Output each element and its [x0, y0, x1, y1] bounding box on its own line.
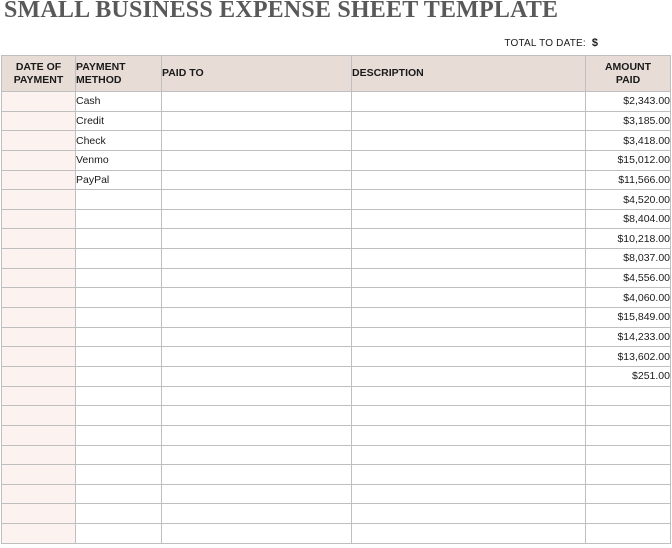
paid-to-cell[interactable] — [162, 425, 352, 445]
payment-method-cell[interactable]: Cash — [76, 92, 162, 112]
table-row — [2, 111, 671, 131]
date-of-payment-cell[interactable] — [2, 111, 76, 131]
payment-method-cell[interactable] — [76, 425, 162, 445]
date-of-payment-cell[interactable] — [2, 425, 76, 445]
date-of-payment-cell[interactable] — [2, 308, 76, 328]
date-of-payment-cell[interactable] — [2, 504, 76, 524]
table-row — [2, 347, 671, 367]
table-row — [2, 445, 671, 465]
total-to-date-value[interactable]: $ — [591, 37, 598, 49]
amount-paid-cell[interactable] — [586, 445, 671, 465]
column-header-paid-to: PAID TO — [162, 56, 352, 92]
description-cell[interactable] — [352, 504, 586, 524]
date-of-payment-cell[interactable] — [2, 327, 76, 347]
description-cell[interactable] — [352, 131, 586, 151]
table-row — [2, 524, 671, 544]
description-cell[interactable] — [352, 229, 586, 249]
date-of-payment-cell[interactable] — [2, 386, 76, 406]
total-to-date — [504, 37, 598, 49]
paid-to-cell[interactable] — [162, 406, 352, 426]
table-row — [2, 190, 671, 210]
column-header-payment-method: PAYMENT METHOD — [76, 56, 162, 92]
payment-method-cell[interactable] — [76, 484, 162, 504]
date-of-payment-cell[interactable] — [2, 170, 76, 190]
amount-paid-cell[interactable]: $15,849.00 — [586, 308, 671, 328]
expense-table-body — [2, 92, 671, 544]
paid-to-cell[interactable] — [162, 484, 352, 504]
description-cell[interactable] — [352, 327, 586, 347]
table-row — [2, 504, 671, 524]
amount-paid-cell[interactable] — [586, 406, 671, 426]
amount-paid-cell[interactable] — [586, 386, 671, 406]
description-cell[interactable] — [352, 347, 586, 367]
payment-method-cell[interactable]: Check — [76, 131, 162, 151]
table-row — [2, 288, 671, 308]
payment-method-cell[interactable] — [76, 288, 162, 308]
paid-to-cell[interactable] — [162, 386, 352, 406]
column-header-amount-paid: AMOUNT PAID — [586, 56, 671, 92]
date-of-payment-cell[interactable] — [2, 229, 76, 249]
description-cell[interactable] — [352, 406, 586, 426]
amount-paid-cell[interactable]: $4,060.00 — [586, 288, 671, 308]
page-title: SMALL BUSINESS EXPENSE SHEET TEMPLATE — [4, 0, 559, 23]
amount-paid-cell[interactable]: $10,218.00 — [586, 229, 671, 249]
payment-method-cell[interactable]: PayPal — [76, 170, 162, 190]
payment-method-cell[interactable] — [76, 209, 162, 229]
date-of-payment-cell[interactable] — [2, 249, 76, 269]
paid-to-cell[interactable] — [162, 131, 352, 151]
description-cell[interactable] — [352, 249, 586, 269]
amount-paid-cell[interactable]: $4,520.00 — [586, 190, 671, 210]
amount-paid-cell[interactable] — [586, 465, 671, 485]
column-header-description: DESCRIPTION — [352, 56, 586, 92]
date-of-payment-cell[interactable] — [2, 406, 76, 426]
amount-paid-cell[interactable]: $3,185.00 — [586, 111, 671, 131]
date-of-payment-cell[interactable] — [2, 465, 76, 485]
amount-paid-cell[interactable]: $14,233.00 — [586, 327, 671, 347]
paid-to-cell[interactable] — [162, 504, 352, 524]
payment-method-cell[interactable] — [76, 524, 162, 544]
table-row — [2, 386, 671, 406]
column-header-date-of-payment: DATE OF PAYMENT — [2, 56, 76, 92]
paid-to-cell[interactable] — [162, 170, 352, 190]
description-cell[interactable] — [352, 366, 586, 386]
payment-method-cell[interactable] — [76, 465, 162, 485]
date-of-payment-cell[interactable] — [2, 268, 76, 288]
date-of-payment-cell[interactable] — [2, 366, 76, 386]
payment-method-cell[interactable] — [76, 327, 162, 347]
paid-to-cell[interactable] — [162, 308, 352, 328]
description-cell[interactable] — [352, 268, 586, 288]
date-of-payment-cell[interactable] — [2, 190, 76, 210]
paid-to-cell[interactable] — [162, 150, 352, 170]
date-of-payment-cell[interactable] — [2, 288, 76, 308]
description-cell[interactable] — [352, 92, 586, 112]
description-cell[interactable] — [352, 465, 586, 485]
table-row — [2, 170, 671, 190]
payment-method-cell[interactable] — [76, 347, 162, 367]
payment-method-cell[interactable] — [76, 406, 162, 426]
description-cell[interactable] — [352, 386, 586, 406]
date-of-payment-cell[interactable] — [2, 92, 76, 112]
amount-paid-cell[interactable]: $8,404.00 — [586, 209, 671, 229]
description-cell[interactable] — [352, 190, 586, 210]
table-row — [2, 327, 671, 347]
description-cell[interactable] — [352, 524, 586, 544]
description-cell[interactable] — [352, 288, 586, 308]
amount-paid-cell[interactable] — [586, 425, 671, 445]
date-of-payment-cell[interactable] — [2, 347, 76, 367]
paid-to-cell[interactable] — [162, 190, 352, 210]
table-row — [2, 92, 671, 112]
date-of-payment-cell[interactable] — [2, 445, 76, 465]
date-of-payment-cell[interactable] — [2, 209, 76, 229]
payment-method-cell[interactable] — [76, 445, 162, 465]
header-row — [2, 56, 671, 92]
amount-paid-cell[interactable] — [586, 484, 671, 504]
table-row — [2, 308, 671, 328]
description-cell[interactable] — [352, 445, 586, 465]
table-row — [2, 150, 671, 170]
amount-paid-cell[interactable]: $13,602.00 — [586, 347, 671, 367]
payment-method-cell[interactable] — [76, 249, 162, 269]
paid-to-cell[interactable] — [162, 209, 352, 229]
expense-table — [1, 55, 671, 544]
date-of-payment-cell[interactable] — [2, 484, 76, 504]
table-row — [2, 131, 671, 151]
payment-method-cell[interactable] — [76, 366, 162, 386]
date-of-payment-cell[interactable] — [2, 524, 76, 544]
table-row — [2, 425, 671, 445]
paid-to-cell[interactable] — [162, 524, 352, 544]
amount-paid-cell[interactable]: $251.00 — [586, 366, 671, 386]
total-to-date-label: TOTAL TO DATE: — [504, 38, 586, 49]
amount-paid-cell[interactable] — [586, 504, 671, 524]
payment-method-cell[interactable] — [76, 504, 162, 524]
amount-paid-cell[interactable]: $15,012.00 — [586, 150, 671, 170]
description-cell[interactable] — [352, 170, 586, 190]
table-row — [2, 268, 671, 288]
table-row — [2, 229, 671, 249]
amount-paid-cell[interactable] — [586, 524, 671, 544]
paid-to-cell[interactable] — [162, 268, 352, 288]
description-cell[interactable] — [352, 209, 586, 229]
paid-to-cell[interactable] — [162, 465, 352, 485]
amount-paid-cell[interactable]: $4,556.00 — [586, 268, 671, 288]
amount-paid-cell[interactable]: $11,566.00 — [586, 170, 671, 190]
table-row — [2, 366, 671, 386]
amount-paid-cell[interactable]: $8,037.00 — [586, 249, 671, 269]
description-cell[interactable] — [352, 425, 586, 445]
paid-to-cell[interactable] — [162, 445, 352, 465]
paid-to-cell[interactable] — [162, 111, 352, 131]
table-row — [2, 406, 671, 426]
description-cell[interactable] — [352, 150, 586, 170]
table-row — [2, 465, 671, 485]
table-row — [2, 249, 671, 269]
amount-paid-cell[interactable]: $2,343.00 — [586, 92, 671, 112]
amount-paid-cell[interactable]: $3,418.00 — [586, 131, 671, 151]
paid-to-cell[interactable] — [162, 347, 352, 367]
paid-to-cell[interactable] — [162, 327, 352, 347]
payment-method-cell[interactable] — [76, 386, 162, 406]
paid-to-cell[interactable] — [162, 92, 352, 112]
paid-to-cell[interactable] — [162, 366, 352, 386]
date-of-payment-cell[interactable] — [2, 150, 76, 170]
paid-to-cell[interactable] — [162, 229, 352, 249]
payment-method-cell[interactable] — [76, 229, 162, 249]
description-cell[interactable] — [352, 111, 586, 131]
table-row — [2, 484, 671, 504]
date-of-payment-cell[interactable] — [2, 131, 76, 151]
payment-method-cell[interactable] — [76, 190, 162, 210]
paid-to-cell[interactable] — [162, 288, 352, 308]
table-row — [2, 209, 671, 229]
description-cell[interactable] — [352, 484, 586, 504]
payment-method-cell[interactable]: Credit — [76, 111, 162, 131]
payment-method-cell[interactable]: Venmo — [76, 150, 162, 170]
paid-to-cell[interactable] — [162, 249, 352, 269]
payment-method-cell[interactable] — [76, 268, 162, 288]
description-cell[interactable] — [352, 308, 586, 328]
payment-method-cell[interactable] — [76, 308, 162, 328]
